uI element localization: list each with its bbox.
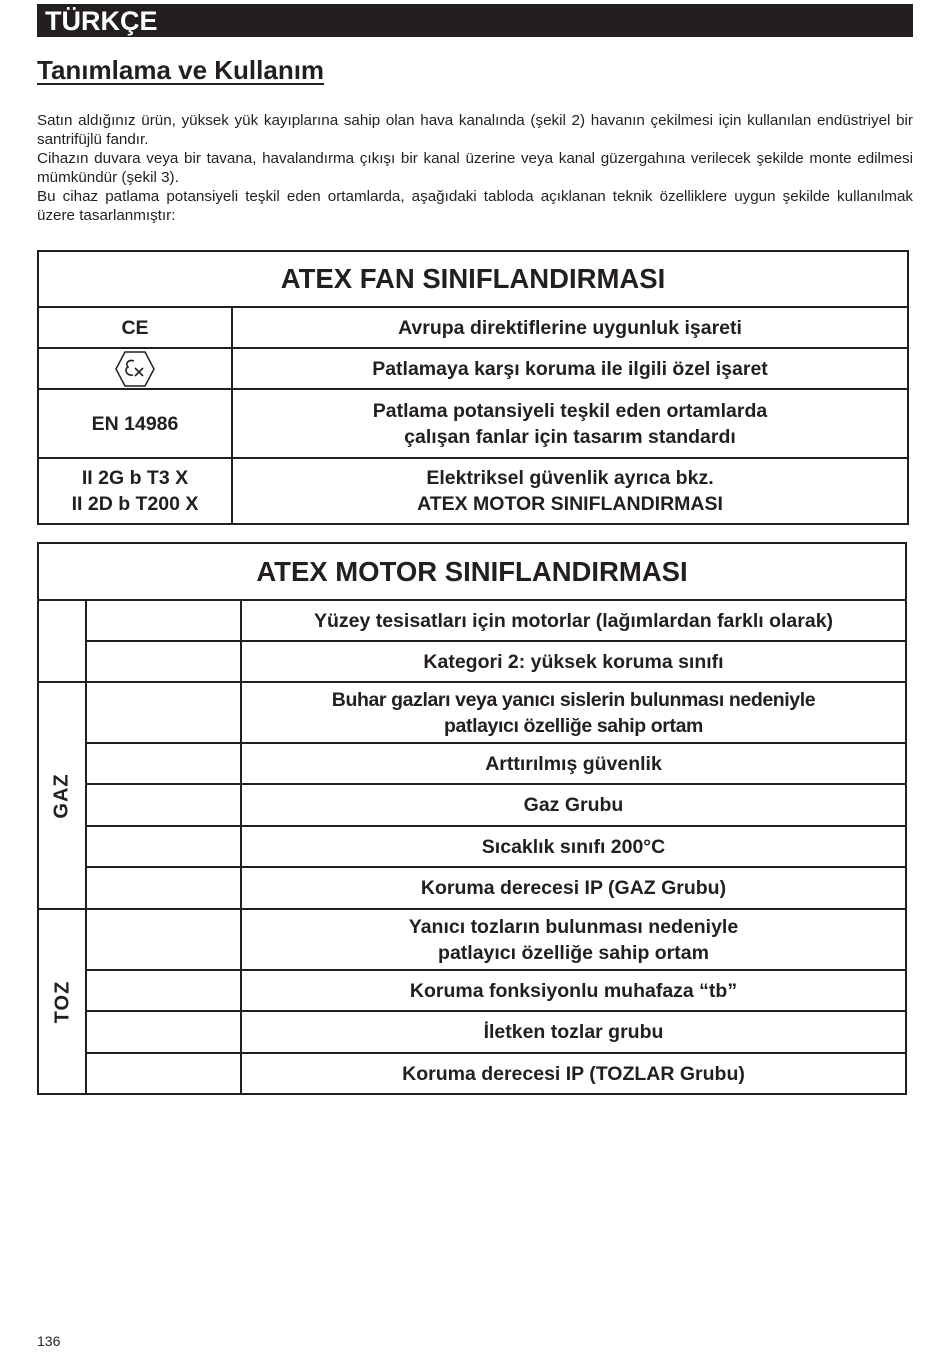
fan-code-cell [38, 458, 232, 524]
intro-paragraph: Cihazın duvara veya bir tavana, havalandırma çıkışı bir kanal üzerine veya kanal güzergahına verilecek şekilde monte edilmesi mümkündür (şekil 3). [37, 150, 913, 186]
motor-description-cell [241, 909, 906, 970]
atex-motor-table [37, 542, 907, 1095]
motor-code-cell [86, 784, 241, 826]
page-number: 136 [37, 1333, 61, 1349]
fan-description-cell: Patlamaya karşı koruma ile ilgili özel işaret [232, 348, 908, 389]
dust-label-text: TOZ [50, 980, 73, 1023]
description-line: Buhar gazları veya yanıcı sislerin bulunması nedeniyle [331, 688, 816, 711]
group-label-blank [38, 600, 86, 682]
intro-paragraph: Satın aldığınız ürün, yüksek yük kayıplarına sahip olan hava kanalında (şekil 2) havanın çekilmesi için kullanılan endüstriyel bir santrifüjlü fandır. [37, 112, 913, 148]
code-line: II 2G b T3 X [81, 467, 189, 489]
description-line: Patlama potansiyeli teşkil eden ortamlarda [372, 399, 768, 422]
description-line: Yanıcı tozların bulunması nedeniyle [408, 915, 739, 938]
code-line: II 2D b T200 X [71, 493, 199, 515]
motor-code-cell [86, 682, 241, 743]
motor-description-cell: Sıcaklık sınıfı 200°C [241, 826, 906, 867]
motor-description-cell: İletken tozlar grubu [241, 1011, 906, 1053]
fan-table-title: ATEX FAN SINIFLANDIRMASI [38, 251, 908, 307]
motor-code-cell [86, 826, 241, 867]
motor-code-cell [86, 970, 241, 1011]
motor-description-cell: Gaz Grubu [241, 784, 906, 826]
dust-group-label [38, 909, 86, 1094]
fan-description-cell [232, 389, 908, 458]
motor-description-cell: Koruma derecesi IP (GAZ Grubu) [241, 867, 906, 909]
motor-code-cell [86, 909, 241, 970]
ex-hexagon-icon [114, 350, 156, 388]
motor-description-cell: Arttırılmış güvenlik [241, 743, 906, 784]
motor-description-cell: Yüzey tesisatları için motorlar (lağımlardan farklı olarak) [241, 600, 906, 641]
description-line: çalışan fanlar için tasarım standardı [404, 425, 736, 448]
motor-description-cell [241, 682, 906, 743]
fan-code-cell: EN 14986 [38, 389, 232, 458]
motor-code-cell [86, 743, 241, 784]
fan-code-cell [38, 348, 232, 389]
motor-code-cell [86, 1011, 241, 1053]
motor-table-title: ATEX MOTOR SINIFLANDIRMASI [38, 543, 906, 600]
atex-fan-table [37, 250, 909, 525]
motor-description-cell: Koruma derecesi IP (TOZLAR Grubu) [241, 1053, 906, 1094]
motor-code-cell [86, 600, 241, 641]
fan-code-cell: CE [38, 307, 232, 348]
motor-code-cell [86, 1053, 241, 1094]
description-line: Elektriksel güvenlik ayrıca bkz. [426, 467, 714, 489]
motor-code-cell [86, 641, 241, 682]
fan-description-cell: Avrupa direktiflerine uygunluk işareti [232, 307, 908, 348]
gas-group-label [38, 682, 86, 909]
language-label: TÜRKÇE [37, 4, 913, 37]
gas-label-text: GAZ [51, 772, 73, 819]
motor-description-cell: Kategori 2: yüksek koruma sınıfı [241, 641, 906, 682]
description-line: ATEX MOTOR SINIFLANDIRMASI [417, 493, 723, 515]
intro-text [37, 111, 913, 225]
description-line: patlayıcı özelliğe sahip ortam [444, 714, 703, 737]
motor-description-cell: Koruma fonksiyonlu muhafaza “tb” [241, 970, 906, 1011]
description-line: patlayıcı özelliğe sahip ortam [438, 941, 709, 964]
intro-paragraph: Bu cihaz patlama potansiyeli teşkil eden ortamlarda, aşağıdaki tabloda açıklanan teknik özelliklere uygun şekilde kullanılmak üzere tasarlanmıştır: [37, 188, 913, 224]
motor-code-cell [86, 867, 241, 909]
fan-description-cell [232, 458, 908, 524]
section-heading: Tanımlama ve Kullanım [37, 55, 325, 85]
